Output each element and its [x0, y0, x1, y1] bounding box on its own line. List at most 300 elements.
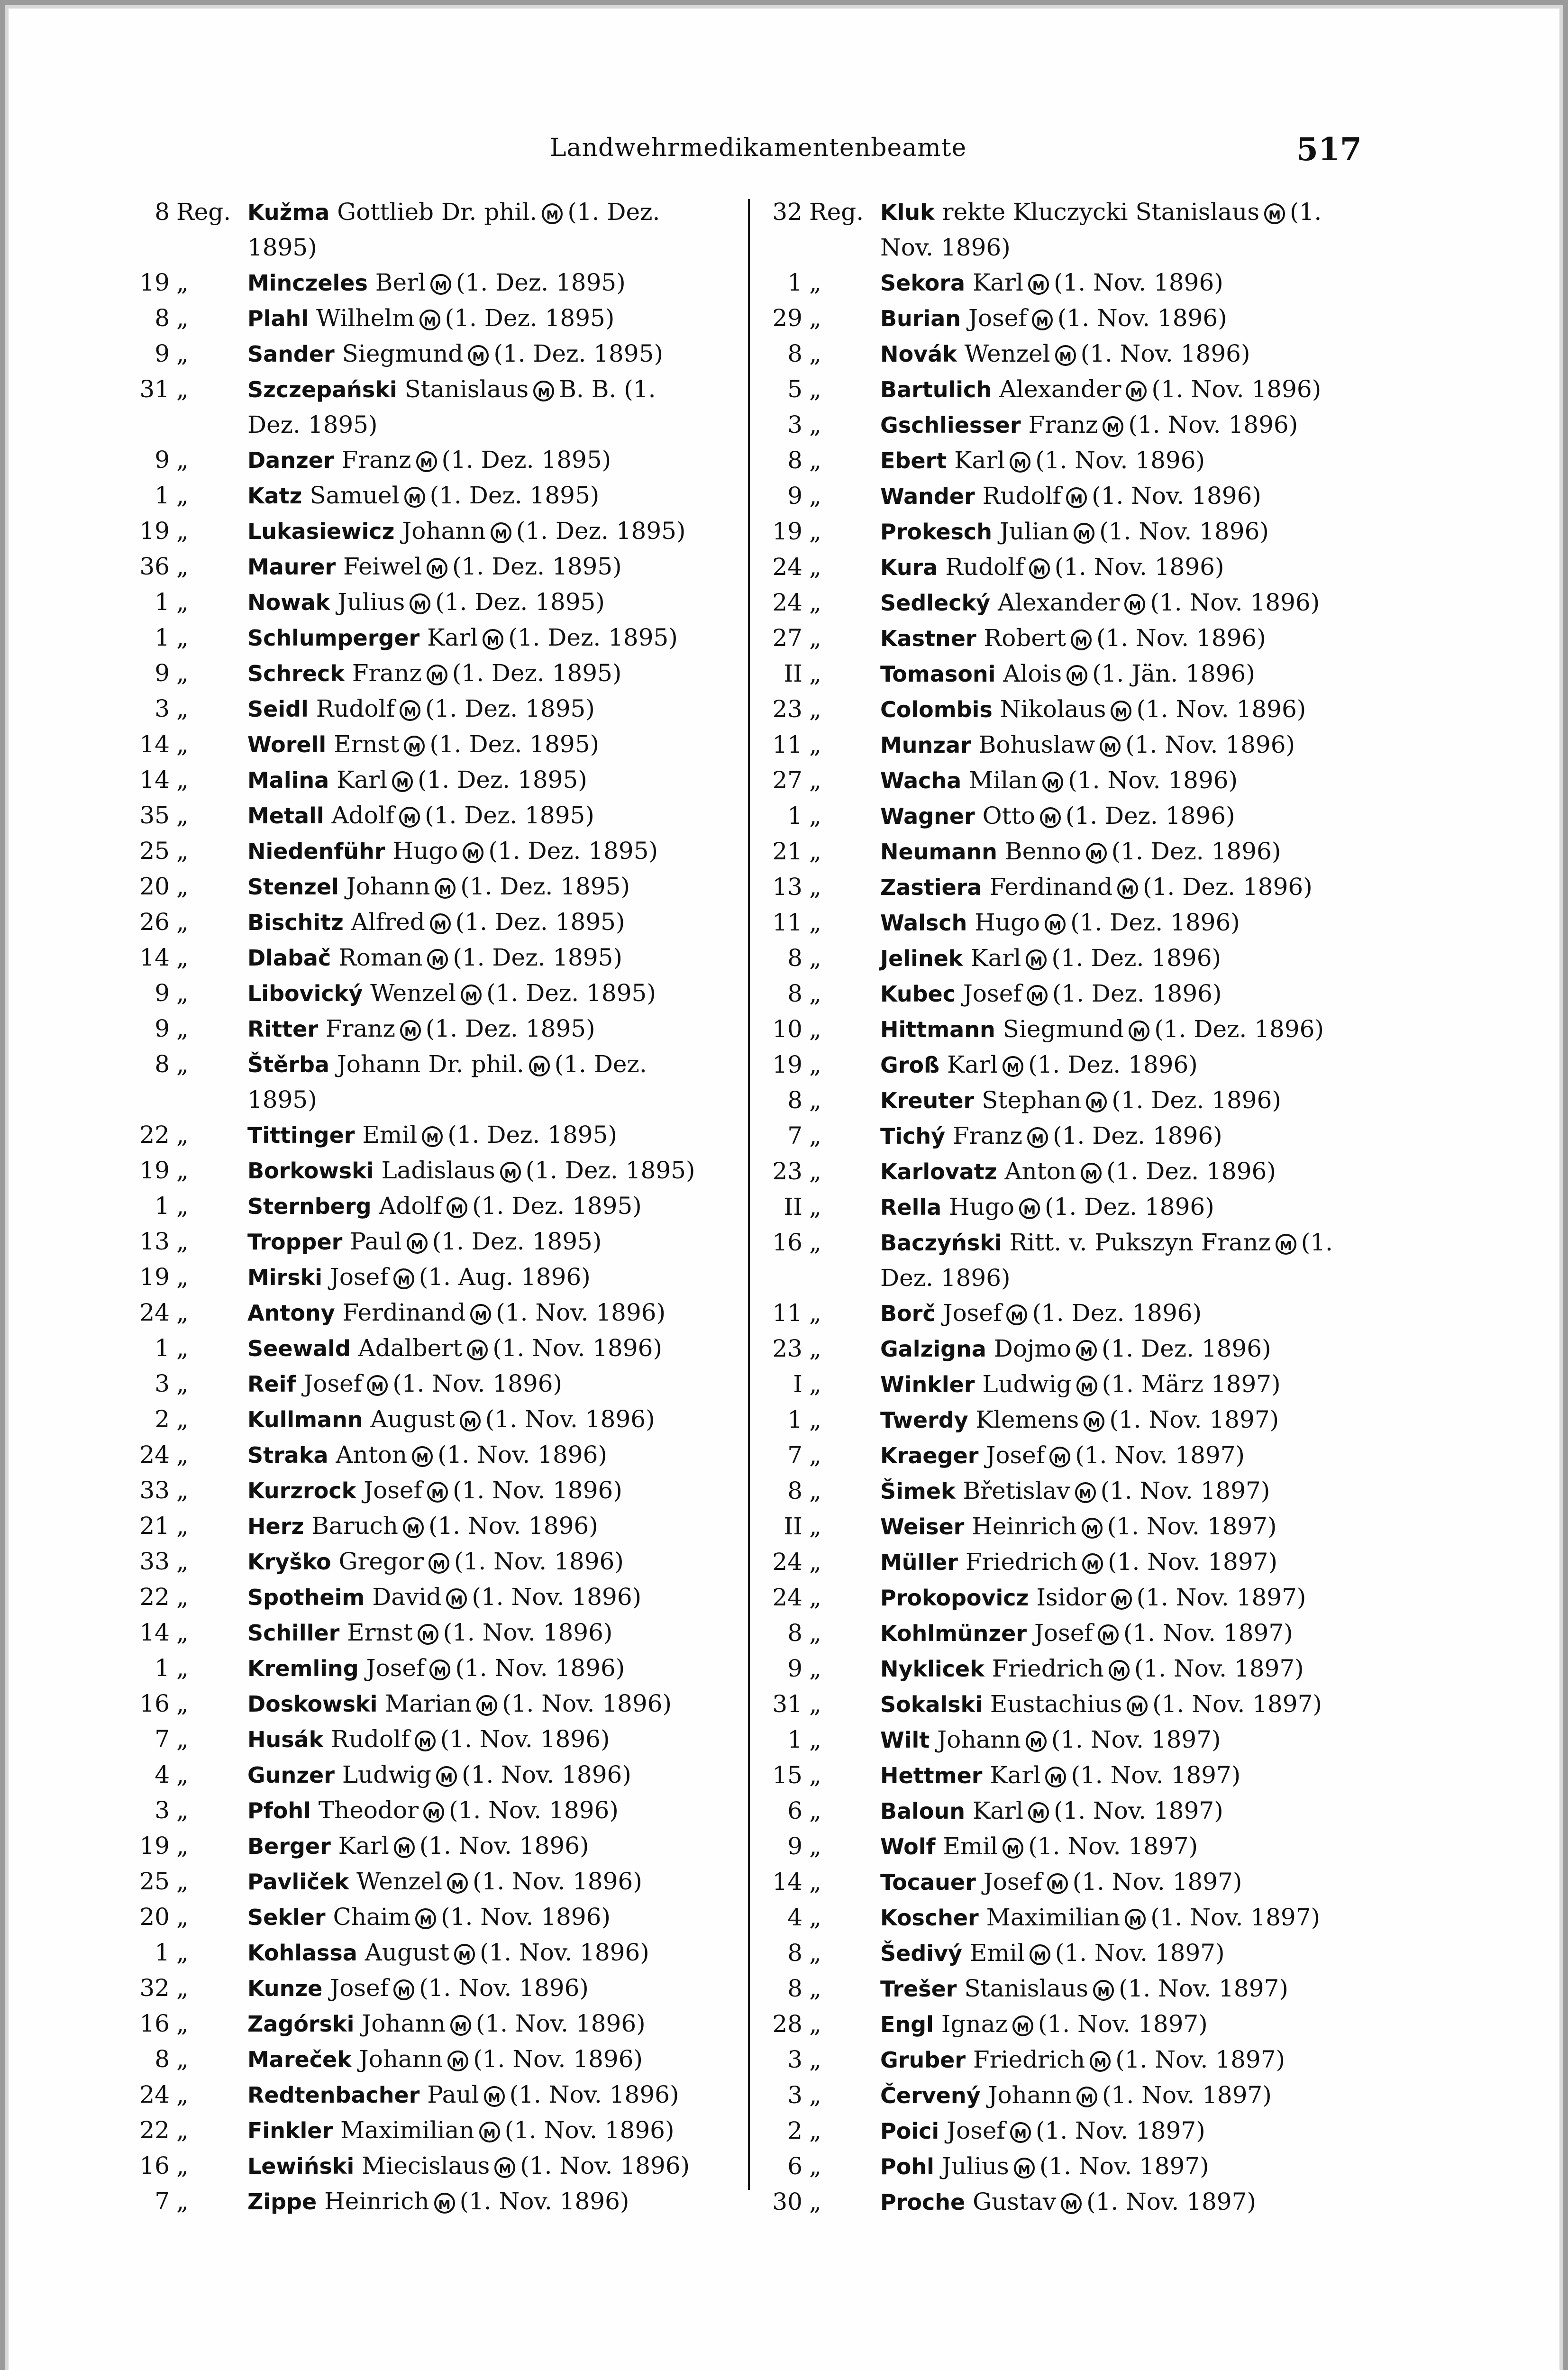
regiment-number: 8: [787, 1477, 802, 1504]
list-item: [751, 443, 1349, 478]
list-item: [119, 336, 716, 372]
entry-text: [247, 1224, 716, 1259]
entry-text: [880, 478, 1349, 514]
list-item: [119, 1686, 716, 1722]
appointment-date: (1. Dez. 1895): [493, 340, 663, 367]
appointment-date: (1. Aug. 1896): [419, 1263, 591, 1291]
entry-text: [880, 1295, 1349, 1331]
given-name: Johann: [402, 517, 486, 545]
surname: Lewiński: [247, 2153, 355, 2179]
entry-text: [247, 833, 716, 869]
entry-text: [247, 1331, 716, 1366]
list-item: [119, 1011, 716, 1047]
regiment-number: 24: [772, 589, 802, 616]
surname: Gschliesser: [880, 412, 1021, 438]
unit-label: „: [809, 838, 821, 865]
entry-text: [880, 656, 1349, 692]
entry-text: [880, 1189, 1349, 1225]
regiment-number: 19: [139, 1157, 170, 1184]
entry-text: [247, 1366, 716, 1402]
unit-label: „: [809, 340, 821, 367]
regiment-number: 2: [787, 2117, 802, 2144]
regiment-number: 8: [787, 1619, 802, 1647]
appointment-date: (1. Dez. 1896): [1101, 1335, 1271, 1362]
regiment-number: 33: [139, 1477, 170, 1504]
circled-m-icon: M: [434, 2193, 455, 2214]
unit-label: „: [176, 2152, 189, 2179]
given-name: Johann: [937, 1726, 1021, 1753]
regiment-number: 1: [787, 269, 802, 296]
surname: Herz: [247, 1513, 304, 1539]
surname: Nowak: [247, 590, 330, 615]
regiment-number: 8: [787, 447, 802, 474]
circled-m-icon: M: [1082, 1518, 1103, 1539]
given-name: Baruch: [311, 1512, 398, 1540]
appointment-date: (1. Dez. 1895): [429, 482, 600, 509]
circled-m-icon: M: [454, 1944, 475, 1965]
unit-label: „: [176, 1477, 189, 1504]
list-item: [119, 1650, 716, 1686]
given-name: Karl: [972, 269, 1023, 296]
regiment-number: 21: [772, 838, 802, 865]
surname: Sekler: [247, 1905, 326, 1930]
circled-m-icon: M: [1076, 2087, 1097, 2107]
entry-text: [880, 976, 1349, 1012]
surname: Müller: [880, 1550, 958, 1575]
given-name: Friedrich: [992, 1655, 1104, 1682]
appointment-date: (1. Nov. 1897): [1107, 1513, 1277, 1540]
list-item: [751, 834, 1349, 869]
given-name: August: [365, 1939, 449, 1966]
entry-text: [880, 1118, 1349, 1154]
regiment-number: 19: [772, 518, 802, 545]
list-item: [751, 2078, 1349, 2113]
given-name: Hugo: [975, 909, 1040, 936]
entry-text: [247, 1011, 716, 1047]
entry-text: [880, 1047, 1349, 1083]
given-name: Maximilian: [986, 1904, 1121, 1931]
unit-label: „: [176, 517, 189, 545]
given-name: Břetislav: [963, 1477, 1070, 1504]
list-item: [119, 869, 716, 904]
list-item: [751, 2042, 1349, 2078]
unit-label: Reg.: [809, 198, 864, 226]
appointment-date: (1. Nov. 1896): [1035, 447, 1205, 474]
given-name: Ferdinand: [989, 873, 1113, 901]
regiment-number: 4: [787, 1904, 802, 1931]
column-divider: [748, 199, 750, 2190]
unit-label: „: [809, 1513, 821, 1540]
appointment-date: (1. Nov. 1896): [1128, 411, 1298, 438]
given-name: Wenzel: [356, 1868, 443, 1895]
appointment-date: (1. Dez. 1895): [425, 1015, 595, 1042]
appointment-date: (1. Dez. 1895): [429, 730, 600, 758]
entry-text: [880, 905, 1349, 940]
surname: Engl: [880, 2012, 934, 2037]
appointment-date: (1. Nov. 1897): [1053, 1797, 1223, 1824]
entry-text: [247, 1650, 716, 1686]
regiment-number: 26: [139, 908, 170, 936]
surname: Mareček: [247, 2047, 352, 2072]
surname: Novák: [880, 341, 957, 367]
circled-m-icon: M: [1074, 523, 1094, 544]
given-name: Ignaz: [941, 2010, 1008, 2038]
unit-label: „: [176, 837, 189, 865]
regiment-number: 19: [139, 1263, 170, 1291]
unit-label: „: [809, 980, 821, 1007]
entry-text: [247, 1259, 716, 1295]
surname: Zastiera: [880, 875, 982, 900]
entry-text: [880, 763, 1349, 798]
entry-text: [880, 620, 1349, 656]
given-name: Roman: [338, 944, 423, 971]
given-name: Anton: [336, 1441, 408, 1468]
regiment-number: 11: [772, 909, 802, 936]
circled-m-icon: M: [1076, 1340, 1097, 1361]
surname: Ebert: [880, 448, 947, 474]
regiment-number: 9: [155, 1015, 170, 1042]
circled-m-icon: M: [407, 1233, 428, 1254]
surname: Prokesch: [880, 519, 992, 545]
appointment-date: (1. Dez. 1895): [456, 269, 626, 296]
circled-m-icon: M: [415, 1908, 436, 1929]
unit-label: „: [809, 2117, 821, 2144]
surname: Walsch: [880, 910, 967, 936]
surname: Libovický: [247, 981, 363, 1006]
list-item: [751, 1189, 1349, 1225]
surname: Galzigna: [880, 1336, 986, 1362]
given-name: David: [372, 1583, 442, 1611]
surname: Šedivý: [880, 1941, 962, 1966]
entry-text: [247, 2042, 716, 2077]
surname: Schlumperger: [247, 625, 420, 651]
regiment-number: 19: [139, 517, 170, 545]
entry-text: [247, 1899, 716, 1935]
list-item: [751, 869, 1349, 905]
surname: Poici: [880, 2118, 939, 2144]
surname: Wilt: [880, 1727, 930, 1753]
circled-m-icon: M: [404, 487, 425, 508]
surname: Munzar: [880, 732, 971, 758]
circled-m-icon: M: [542, 203, 563, 224]
circled-m-icon: M: [1126, 381, 1147, 401]
unit-label: „: [809, 1904, 821, 1931]
surname: Seewald: [247, 1336, 351, 1361]
surname: Lukasiewicz: [247, 519, 395, 544]
appointment-date: (1. Dez. 1895): [445, 304, 615, 332]
surname: Weiser: [880, 1514, 965, 1540]
given-name: Alexander: [999, 375, 1121, 403]
entry-text: [247, 372, 716, 442]
given-name: Karl: [338, 1832, 389, 1860]
given-name: Siegmund: [342, 340, 464, 367]
given-name: Wenzel: [964, 340, 1050, 367]
regiment-number: 9: [787, 1832, 802, 1860]
surname: Mirski: [247, 1265, 322, 1290]
entry-text: [880, 869, 1349, 905]
regiment-number: 23: [772, 1158, 802, 1185]
appointment-date: (1. Nov. 1897): [1072, 1868, 1242, 1896]
unit-label: „: [176, 1939, 189, 1966]
unit-label: „: [176, 1121, 189, 1149]
given-name: Ernst: [347, 1619, 413, 1646]
surname: Zagórski: [247, 2011, 355, 2037]
surname: Kullmann: [247, 1407, 363, 1432]
entry-text: [247, 1473, 716, 1508]
unit-label: „: [176, 1441, 189, 1468]
unit-label: „: [176, 2188, 189, 2215]
list-item: [751, 1154, 1349, 1189]
appointment-date: (1. Nov. 1896): [438, 1441, 607, 1468]
appointment-date: (1. Nov. 1897): [1136, 1584, 1306, 1611]
unit-label: „: [809, 1761, 821, 1789]
list-item: [119, 620, 716, 656]
given-name: Karl: [954, 447, 1005, 474]
appointment-date: (1. Dez. 1896): [1032, 1299, 1202, 1327]
unit-label: „: [809, 1975, 821, 2002]
regiment-number: 28: [772, 2010, 802, 2038]
list-item: [751, 1580, 1349, 1615]
surname: Worell: [247, 732, 327, 757]
surname: Dlabač: [247, 945, 331, 971]
circled-m-icon: M: [367, 1375, 388, 1396]
unit-label: „: [176, 944, 189, 971]
regiment-number: 19: [139, 269, 170, 296]
entry-text: [247, 1047, 716, 1117]
appointment-date: (1. Nov. 1896): [419, 1974, 589, 2002]
surname: Groß: [880, 1052, 940, 1078]
list-item: [751, 301, 1349, 336]
list-item: [119, 762, 716, 798]
regiment-number: 16: [139, 2010, 170, 2037]
regiment-number: 33: [139, 1548, 170, 1575]
circled-m-icon: M: [1081, 1163, 1102, 1184]
circled-m-icon: M: [1040, 807, 1061, 828]
regiment-number: 22: [139, 2116, 170, 2144]
surname: Redtenbacher: [247, 2082, 420, 2108]
list-item: [751, 1722, 1349, 1758]
right-column: [751, 194, 1349, 2220]
regiment-number: 3: [787, 411, 802, 438]
regiment-number: 19: [139, 1832, 170, 1860]
entry-text: [247, 584, 716, 620]
circled-m-icon: M: [403, 1517, 424, 1538]
given-name: Johann: [988, 2081, 1072, 2109]
unit-label: „: [176, 1974, 189, 2002]
regiment-number: 9: [155, 659, 170, 687]
entry-text: [247, 1828, 716, 1864]
list-item: [119, 1722, 716, 1757]
list-item: [751, 514, 1349, 549]
regiment-number: 24: [772, 1584, 802, 1611]
regiment-number: 8: [787, 340, 802, 367]
unit-label: „: [809, 1229, 821, 1256]
regiment-number: 31: [139, 375, 170, 403]
circled-m-icon: M: [416, 451, 437, 472]
appointment-date: (1. Nov. 1897): [1055, 1939, 1225, 1967]
entry-text: [880, 1758, 1349, 1793]
unit-label: „: [809, 589, 821, 616]
appointment-date: (1. Nov. 1896): [472, 1583, 642, 1611]
circled-m-icon: M: [460, 1411, 481, 1431]
circled-m-icon: M: [1010, 2122, 1031, 2143]
surname: Ritter: [247, 1016, 319, 1042]
regiment-number: 21: [139, 1512, 170, 1540]
unit-label: „: [176, 1654, 189, 1682]
appointment-date: (1. Dez. 1895): [425, 695, 595, 722]
appointment-date: (1. Nov. 1896): [441, 1903, 611, 1931]
given-name: August: [370, 1405, 455, 1433]
appointment-date: (1. Dez. 1896): [1052, 980, 1222, 1007]
list-item: [751, 1829, 1349, 1864]
given-name: Ferdinand: [342, 1299, 466, 1326]
appointment-date: (1. Nov. 1897): [1123, 1619, 1293, 1647]
entry-text: [880, 727, 1349, 763]
surname: Plahl: [247, 306, 309, 331]
circled-m-icon: M: [430, 274, 451, 295]
list-item: [119, 1473, 716, 1508]
given-name: Feiwel: [343, 553, 422, 580]
list-item: [119, 1508, 716, 1544]
given-name: Ludwig: [342, 1761, 432, 1788]
surname: Malina: [247, 767, 329, 793]
appointment-date: (1. Nov. 1896): [392, 1370, 563, 1397]
surname: Nyklicek: [880, 1656, 985, 1682]
unit-label: „: [809, 1299, 821, 1327]
list-item: [751, 1331, 1349, 1367]
regiment-number: 23: [772, 1335, 802, 1362]
entry-text: [880, 1225, 1349, 1295]
regiment-number: 22: [139, 1121, 170, 1149]
given-name: Samuel: [310, 482, 400, 509]
list-item: [119, 442, 716, 478]
list-item: [119, 1935, 716, 1970]
surname: Jelinek: [880, 946, 963, 971]
unit-label: „: [809, 304, 821, 332]
entry-text: [880, 1864, 1349, 1900]
list-item: [751, 265, 1349, 301]
circled-m-icon: M: [1066, 487, 1087, 508]
circled-m-icon: M: [1028, 274, 1049, 295]
circled-m-icon: M: [1117, 878, 1138, 899]
appointment-date: (1. Nov. 1897): [1075, 1441, 1245, 1469]
entry-text: [247, 1793, 716, 1828]
entry-text: [880, 301, 1349, 336]
unit-label: „: [176, 979, 189, 1007]
list-item: [751, 1047, 1349, 1083]
given-name: Stanislaus: [404, 375, 529, 403]
given-name: Josef: [329, 1263, 389, 1291]
appointment-date: (1. Dez. 1895): [247, 1050, 647, 1113]
circled-m-icon: M: [494, 2157, 515, 2178]
entry-text: [880, 265, 1349, 301]
given-name: Josef: [303, 1370, 363, 1397]
unit-label: „: [809, 2188, 821, 2215]
given-name: Franz: [325, 1015, 395, 1042]
circled-m-icon: M: [470, 1304, 491, 1325]
circled-m-icon: M: [461, 984, 482, 1005]
surname: Tocauer: [880, 1869, 976, 1895]
regiment-number: 24: [139, 1441, 170, 1468]
surname: Kastner: [880, 626, 976, 651]
circled-m-icon: M: [467, 1340, 488, 1360]
given-name: Josef: [968, 304, 1027, 332]
entry-text: [880, 1544, 1349, 1580]
circled-m-icon: M: [1075, 1482, 1096, 1503]
unit-label: „: [809, 909, 821, 936]
circled-m-icon: M: [500, 1162, 521, 1183]
regiment-number: 3: [787, 2081, 802, 2109]
list-item: [119, 1331, 716, 1366]
surname: Tittinger: [247, 1122, 355, 1148]
circled-m-icon: M: [1029, 558, 1050, 579]
list-item: [119, 1544, 716, 1579]
list-item: [119, 1437, 716, 1473]
entry-text: [880, 1438, 1349, 1473]
entry-text: [247, 2148, 716, 2184]
circled-m-icon: M: [428, 1553, 449, 1574]
given-name: Dojmo: [994, 1335, 1071, 1362]
list-item: [119, 1970, 716, 2006]
unit-label: „: [809, 1868, 821, 1896]
surname: Winkler: [880, 1372, 975, 1397]
circled-m-icon: M: [1030, 1944, 1050, 1965]
unit-label: „: [809, 482, 821, 510]
appointment-date: (1. Dez. 1895): [516, 517, 686, 545]
circled-m-icon: M: [412, 1446, 433, 1467]
unit-label: „: [176, 1761, 189, 1788]
surname: Doskowski: [247, 1691, 378, 1717]
regiment-number: 1: [787, 802, 802, 830]
unit-label: „: [176, 1192, 189, 1220]
entry-text: [880, 1935, 1349, 1971]
appointment-date: (1. Nov. 1896): [1151, 375, 1322, 403]
regiment-number: 9: [155, 446, 170, 474]
surname: Hittmann: [880, 1017, 995, 1042]
surname: Wacha: [880, 768, 962, 793]
circled-m-icon: M: [419, 310, 440, 330]
unit-label: „: [176, 1868, 189, 1895]
appointment-date: (1. Nov. 1896): [502, 1690, 672, 1717]
given-name: Friedrich: [973, 2046, 1085, 2073]
appointment-date: (1. Nov. 1896): [473, 2045, 643, 2073]
unit-label: „: [176, 624, 189, 651]
surname: Antony: [247, 1300, 335, 1326]
circled-m-icon: M: [529, 1056, 550, 1076]
surname: Katz: [247, 483, 302, 509]
circled-m-icon: M: [1014, 2158, 1035, 2179]
unit-label: „: [809, 1370, 821, 1398]
surname: Karlovatz: [880, 1159, 997, 1185]
list-item: [119, 1366, 716, 1402]
circled-m-icon: M: [1086, 1092, 1107, 1112]
surname: Pfohl: [247, 1798, 311, 1823]
appointment-date: (1. Nov. 1896): [455, 1654, 625, 1682]
circled-m-icon: M: [1047, 1873, 1068, 1894]
list-item: [751, 1900, 1349, 1935]
surname: Bischitz: [247, 910, 344, 935]
given-name: Rudolf: [316, 695, 395, 722]
circled-m-icon: M: [447, 1197, 467, 1218]
list-item: [751, 1402, 1349, 1438]
unit-label: „: [176, 375, 189, 403]
appointment-date: (1. Dez. 1895): [453, 944, 622, 971]
list-item: [119, 1757, 716, 1793]
entry-text: [247, 2113, 716, 2148]
list-item: [119, 584, 716, 620]
entry-text: [880, 798, 1349, 834]
given-name: Karl: [427, 624, 478, 651]
